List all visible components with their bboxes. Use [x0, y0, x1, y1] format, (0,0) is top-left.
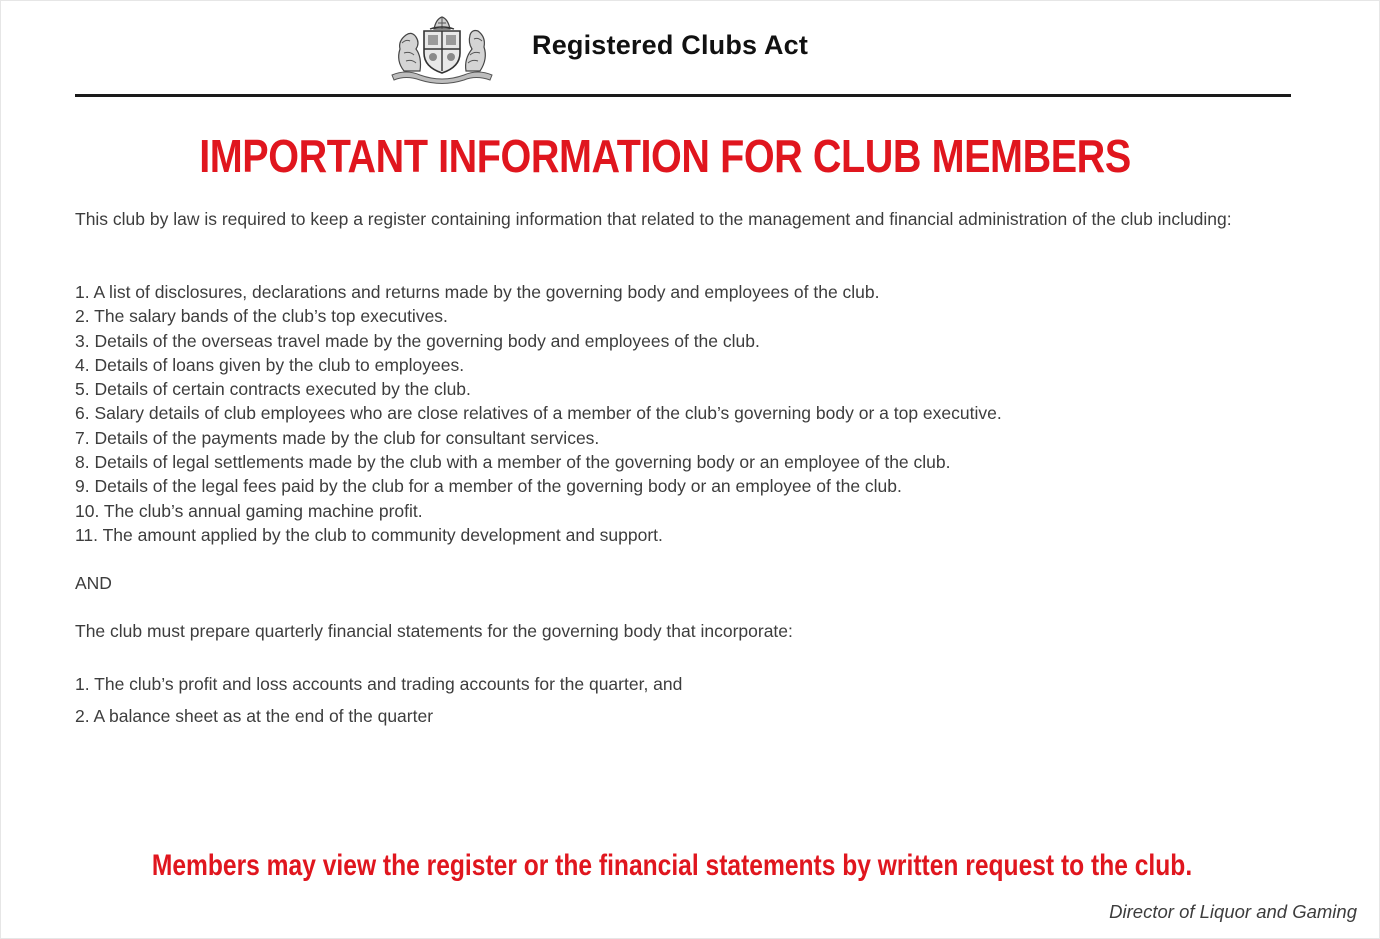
financial-intro: The club must prepare quarterly financial statements for the governing body that incorporate:: [75, 621, 793, 641]
list-item: 8. Details of legal settlements made by the club with a member of the governing body or an employee of the club.: [75, 452, 951, 473]
header-divider: [75, 94, 1291, 97]
act-title: Registered Clubs Act: [532, 29, 809, 60]
page-title: IMPORTANT INFORMATION FOR CLUB MEMBERS: [199, 130, 1131, 182]
footer-note: Members may view the register or the financial statements by written request to the club.: [151, 849, 1193, 882]
financial-list: [75, 668, 682, 732]
list-item: 5. Details of certain contracts executed by the club.: [75, 379, 471, 400]
list-item: 9. Details of the legal fees paid by the club for a member of the governing body or an employee of the club.: [75, 476, 902, 497]
intro-paragraph: This club by law is required to keep a register containing information that related to the management and financial administration of the club including:: [75, 209, 1232, 229]
list-item: 1. The club’s profit and loss accounts and trading accounts for the quarter, and: [75, 674, 683, 694]
register-list: [75, 280, 1002, 547]
list-item: 10. The club’s annual gaming machine profit.: [75, 500, 423, 521]
list-item: 7. Details of the payments made by the club for consultant services.: [75, 427, 600, 448]
signature: Director of Liquor and Gaming: [1109, 901, 1357, 922]
list-item: 1. A list of disclosures, declarations and returns made by the governing body and employees of the club.: [75, 282, 880, 302]
list-item: 4. Details of loans given by the club to employees.: [75, 354, 465, 375]
list-item: 11. The amount applied by the club to community development and support.: [75, 524, 663, 545]
list-item: 2. A balance sheet as at the end of the quarter: [75, 706, 434, 726]
list-item: 3. Details of the overseas travel made by the governing body and employees of the club.: [75, 330, 760, 351]
coat-of-arms-icon: [386, 13, 498, 85]
header: [386, 13, 808, 85]
list-item: 6. Salary details of club employees who are close relatives of a member of the club’s governing body or a top executive.: [75, 403, 1002, 424]
list-item: 2. The salary bands of the club’s top executives.: [75, 306, 448, 327]
and-separator: AND: [75, 573, 112, 593]
